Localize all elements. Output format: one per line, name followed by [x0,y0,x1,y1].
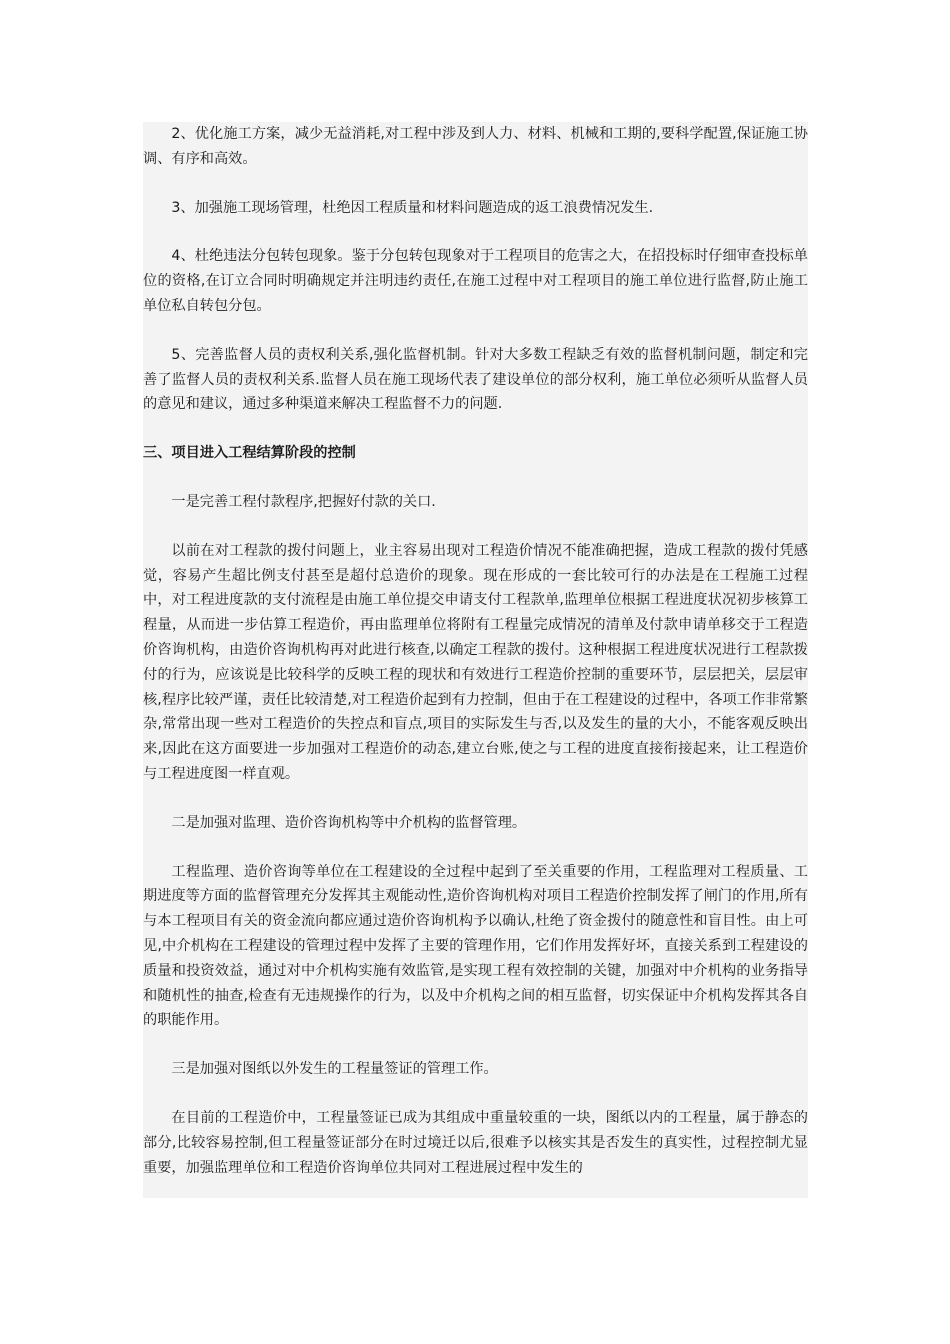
paragraph-visa: 在目前的工程造价中，工程量签证已成为其组成中重量较重的一块，图纸以内的工程量，属于静态的部分,比较容易控制,但工程量签证部分在时过境迁以后,很难予以核实其是否发生的真实性，过程控制尤显重要，加强监理单位和工程造价咨询单位共同对工程进展过程中发生的 [143,1109,808,1176]
document-text-area [143,122,808,1198]
paragraph-item-3: 3、加强施工现场管理，杜绝因工程质量和材料问题造成的返工浪费情况发生. [171,199,654,216]
subsection-title-1: 一是完善工程付款程序,把握好付款的关口. [171,493,436,510]
paragraph-payment: 以前在对工程款的拨付问题上，业主容易出现对工程造价情况不能准确把握，造成工程款的拨付凭感觉，容易产生超比例支付甚至是超付总造价的现象。现在形成的一套比较可行的办法是在工程施工过程中，对工程进度款的支付流程是由施工单位提交申请支付工程款单,监理单位根据工程进度状况初步核算工程量，从而进一步估算工程造价，再由监理单位将附有工程量完成情况的清单及付款申请单移交于工程造价咨询机构，由造价咨询机构再对此进行核查,以确定工程款的拨付。这种根据工程进度状况进行工程款拨付的行为，应该说是比较科学的反映工程的现状和有效进行工程造价控制的重要环节，层层把关，层层审核,程序比较严谨，责任比较清楚,对工程造价起到有力控制，但由于在工程建设的过程中，各项工作非常繁杂,常常出现一些对工程造价的失控点和盲点,项目的实际发生与否,以及发生的量的大小，不能客观反映出来,因此在这方面要进一步加强对工程造价的动态,建立台账,使之与工程的进度直接衔接起来，让工程造价与工程进度图一样直观。 [143,542,808,782]
paragraph-item-4: 4、杜绝违法分包转包现象。鉴于分包转包现象对于工程项目的危害之大，在招投标时仔细审查投标单位的资格,在订立合同时明确规定并注明违约责任,在施工过程中对工程项目的施工单位进行监督,防止施工单位私自转包分包。 [143,248,808,314]
paragraph-item-2: 2、优化施工方案，减少无益消耗,对工程中涉及到人力、材料、机械和工期的,要科学配置,保证施工协调、有序和高效。 [143,126,808,167]
section-heading: 三、项目进入工程结算阶段的控制 [143,445,356,462]
subsection-title-2: 二是加强对监理、造价咨询机构等中介机构的监督管理。 [171,814,527,831]
subsection-title-3: 三是加强对图纸以外发生的工程量签证的管理工作。 [171,1061,498,1078]
paragraph-intermediary: 工程监理、造价咨询等单位在工程建设的全过程中起到了至关重要的作用，工程监理对工程质量、工期进度等方面的监督管理充分发挥其主观能动性,造价咨询机构对项目工程造价控制发挥了闸门的作用,所有与本工程项目有关的资金流向都应通过造价咨询机构予以确认,杜绝了资金拨付的随意性和盲目性。由上可见,中介机构在工程建设的管理过程中发挥了主要的管理作用，它们作用发挥好坏，直接关系到工程建设的质量和投资效益，通过对中介机构实施有效监管,是实现工程有效控制的关键，加强对中介机构的业务指导和随机性的抽查,检查有无违规操作的行为，以及中介机构之间的相互监督，切实保证中介机构发挥其各自的职能作用。 [143,863,808,1029]
paragraph-item-5: 5、完善监督人员的责权利关系,强化监督机制。针对大多数工程缺乏有效的监督机制问题，制定和完善了监督人员的责权利关系.监督人员在施工现场代表了建设单位的部分权利，施工单位必须听从监督人员的意见和建议，通过多种渠道来解决工程监督不力的问题. [143,346,808,413]
